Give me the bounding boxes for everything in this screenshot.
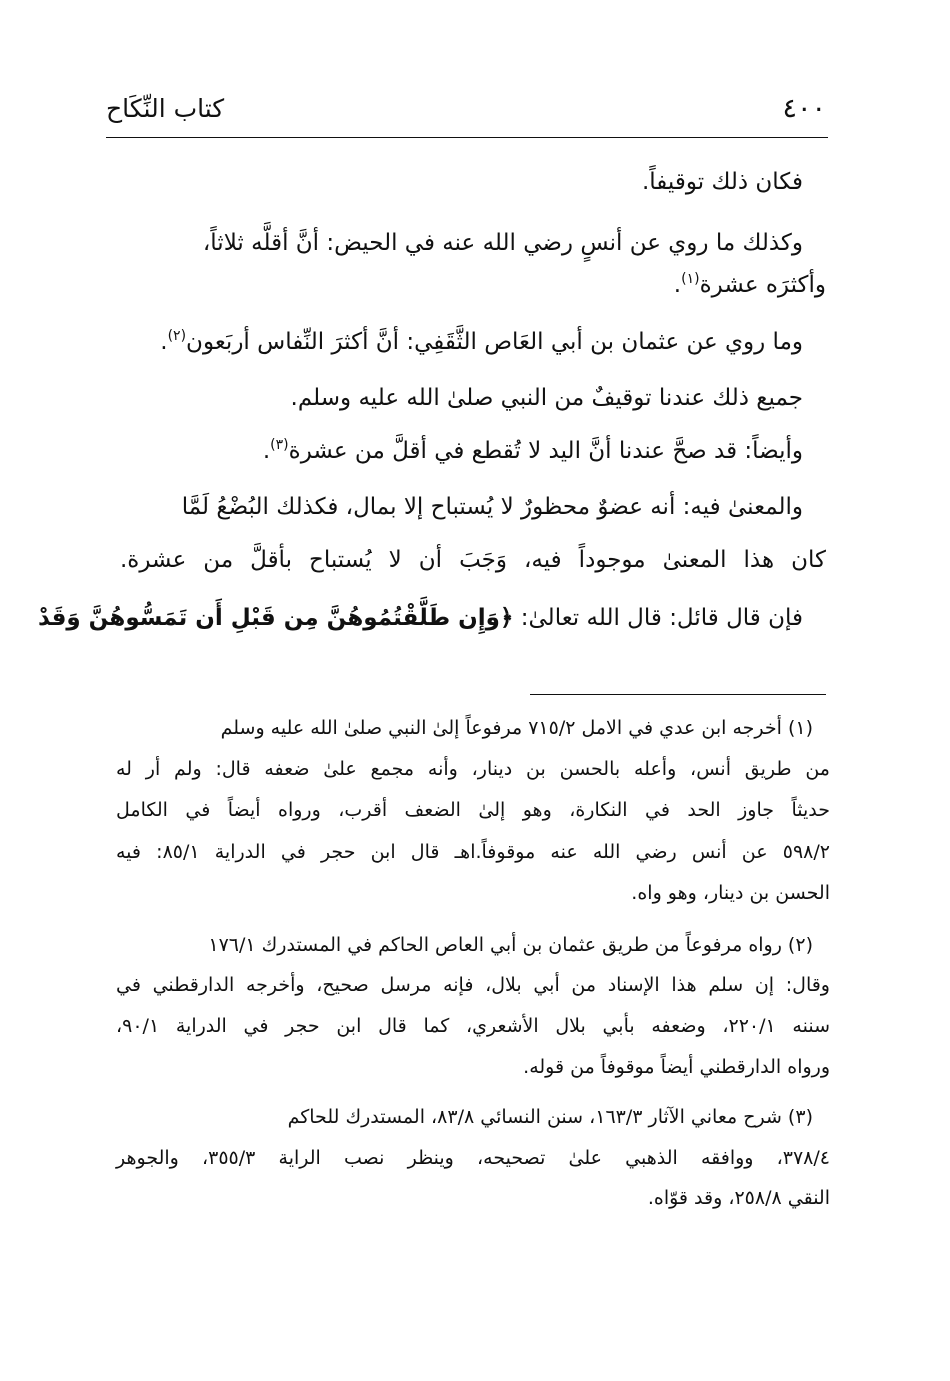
body-line: والمعنىٰ فيه: أنه عضوٌ محظورٌ لا يُستباح إلا بمال، فكذلك البُضْعُ لَمَّا	[181, 494, 803, 520]
body-line: فكان ذلك توقيفاً.	[641, 169, 803, 195]
quran-verse: ﴿وَإِن طَلَّقْتُمُوهُنَّ مِن قَبْلِ أَن تَمَسُّوهُنَّ وَقَدْ	[38, 605, 514, 631]
footnote-marker[interactable]: (٣)	[270, 437, 289, 453]
body-line: فإن قال قائل: قال الله تعالىٰ: ﴿وَإِن طَلَّقْتُمُوهُنَّ مِن قَبْلِ أَن تَمَسُّوهُنَّ وَقَدْ	[38, 605, 803, 631]
page-number: ٤٠٠	[782, 93, 826, 124]
running-title: كتاب النِّكَاح	[106, 94, 225, 123]
header-rule	[106, 137, 828, 138]
footnote-line: سننه ٢٢٠/١، وضعفه بأبي بلال الأشعري، كما قال ابن حجر في الدراية ٩٠/١،	[116, 1015, 830, 1037]
running-header	[106, 92, 826, 132]
body-line: جميع ذلك عندنا توقيفٌ من النبي صلىٰ الله عليه وسلم.	[290, 385, 803, 411]
body-line: وأيضاً: قد صحَّ عندنا أنَّ اليد لا تُقطع في أقلَّ من عشرة$^{(٣)}$.	[262, 437, 803, 464]
footnote-line: الحسن بن دينار، وهو واه.	[631, 882, 830, 904]
footnote-line: ٥٩٨/٢ عن أنس رضي الله عنه موقوفاً.اهـ قال ابن حجر في الدراية ٨٥/١: فيه	[116, 841, 830, 863]
body-line: كان هذا المعنىٰ موجوداً فيه، وَجَبَ أن لا يُستباح بأقلَّ من عشرة.	[120, 547, 826, 573]
footnote-line: وقال: إن سلم هذا الإسناد من أبي بلال، فإنه مرسل صحيح، وأخرجه الدارقطني في	[116, 974, 830, 996]
footnote-rule	[530, 694, 826, 695]
footnote-line: حديثاً جاوز الحد في النكارة، وهو إلىٰ الضعف أقرب، ورواه أيضاً في الكامل	[116, 799, 830, 821]
body-line: وما روي عن عثمان بن أبي العَاص الثَّقَفِي: أنَّ أكثرَ النِّفاس أربَعون$^{(٢)}$.	[160, 328, 803, 355]
footnote-line: (٣) شرح معاني الآثار ١٦٣/٣، سنن النسائي ٨٣/٨، المستدرك للحاكم	[287, 1106, 813, 1128]
body-line: وكذلك ما روي عن أنسٍ رضي الله عنه في الحيض: أنَّ أقلَّه ثلاثاً،	[202, 230, 803, 256]
footnote-line: النقي ٢٥٨/٨، وقد قوّاه.	[647, 1187, 830, 1209]
footnote-line: من طريق أنس، وأعله بالحسن بن دينار، وأنه مجمع علىٰ ضعفه قال: ولم أر له	[116, 758, 830, 780]
footnote-marker[interactable]: (٢)	[167, 328, 187, 344]
body-line: وأكثرَه عشرة$^{(١)}$.	[673, 271, 826, 298]
footnote-line: (٢) رواه مرفوعاً من طريق عثمان بن أبي العاص الحاكم في المستدرك ١٧٦/١	[208, 934, 813, 956]
footnote-line: (١) أخرجه ابن عدي في الامل ٧١٥/٢ مرفوعاً إلىٰ النبي صلىٰ الله عليه وسلم	[220, 717, 813, 739]
footnote-line: ورواه الدارقطني أيضاً موقوفاً من قوله.	[523, 1056, 830, 1078]
footnote-line: ٣٧٨/٤، ووافقه الذهبي علىٰ تصحيحه، وينظر نصب الراية ٣٥٥/٣، والجوهر	[116, 1147, 830, 1169]
footnote-marker[interactable]: (١)	[681, 271, 700, 287]
